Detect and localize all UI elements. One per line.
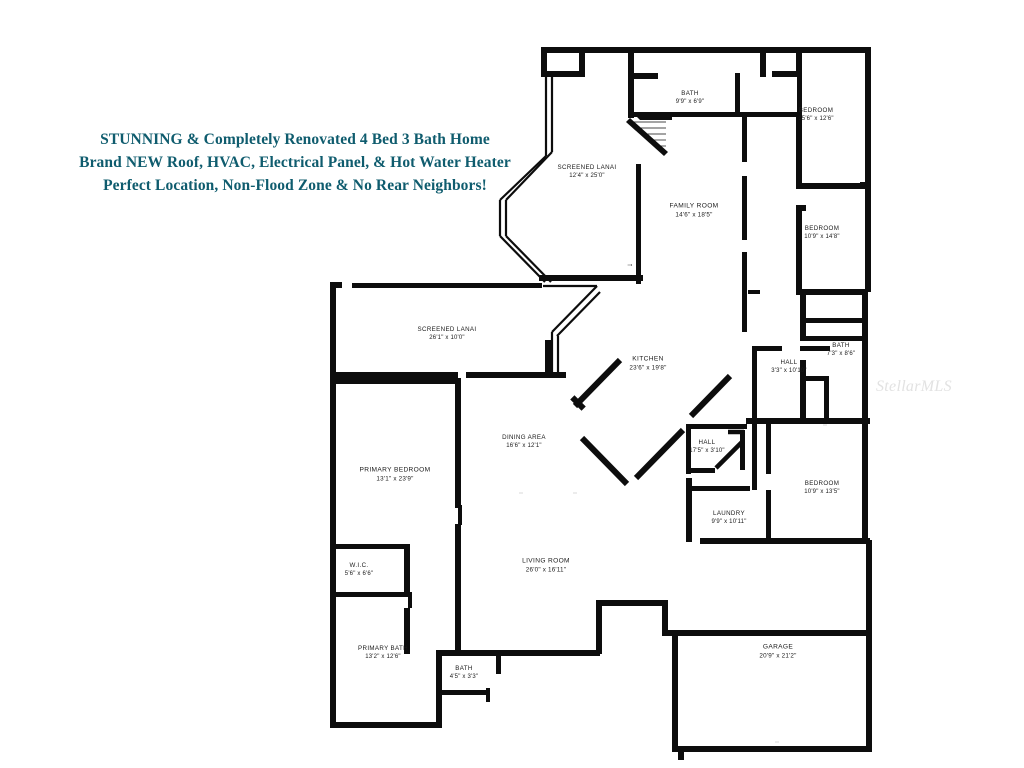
room-name: PRIMARY BEDROOM — [359, 466, 431, 474]
room-dimensions: 15'6" x 12'6" — [798, 115, 834, 122]
room-dimensions: 13'2" x 12'6" — [365, 653, 401, 660]
room-name: BATH — [681, 89, 699, 97]
room-dimensions: 14'6" x 18'5" — [675, 211, 713, 219]
room-name: FAMILY ROOM — [669, 202, 719, 210]
stellarmls-watermark: StellarMLS — [876, 378, 952, 395]
room-name: LIVING ROOM — [522, 557, 570, 565]
room-dimensions: 5'6" x 6'6" — [344, 570, 374, 577]
room-dimensions: 12'4" x 25'0" — [569, 172, 605, 179]
room-dimensions: 4'5" x 3'3" — [449, 673, 479, 680]
room-name: SCREENED LANAI — [417, 325, 477, 333]
room-dimensions: 17'5" x 3'10" — [689, 447, 725, 454]
room-name: LAUNDRY — [713, 509, 745, 517]
room-dimensions: 26'0" x 16'11" — [525, 566, 567, 574]
headline-line-1: STUNNING & Completely Renovated 4 Bed 3 Bath Home — [100, 131, 490, 148]
headline-line-3: Perfect Location, Non-Flood Zone & No Rear Neighbors! — [103, 177, 487, 194]
room-dimensions: 9'9" x 6'9" — [675, 98, 705, 105]
room-name: KITCHEN — [632, 355, 664, 363]
room-name: PRIMARY BATH — [358, 644, 408, 652]
room-dimensions: 10'9" x 13'5" — [804, 488, 840, 495]
room-dimensions: 23'6" x 19'8" — [629, 364, 667, 372]
room-dimensions: 3'3" x 10'10" — [771, 367, 807, 374]
room-name: DINING AREA — [502, 433, 546, 441]
room-name: W.I.C. — [349, 561, 369, 569]
room-name: GARAGE — [762, 643, 794, 651]
room-dimensions: 26'1" x 10'0" — [429, 334, 465, 341]
room-name: HALL — [780, 358, 798, 366]
room-dimensions: 10'9" x 14'8" — [804, 233, 840, 240]
room-name: SCREENED LANAI — [557, 163, 617, 171]
room-name: BEDROOM — [804, 479, 840, 487]
room-name: BATH — [455, 664, 473, 672]
marketing-headline — [60, 128, 530, 197]
room-name: BATH — [832, 341, 850, 349]
room-name: BEDROOM — [798, 106, 834, 114]
room-dimensions: 16'6" x 12'1" — [506, 442, 542, 449]
room-name: HALL — [698, 438, 716, 446]
room-dimensions: 13'1" x 23'9" — [376, 475, 414, 483]
headline-line-2: Brand NEW Roof, HVAC, Electrical Panel, & Hot Water Heater — [79, 154, 511, 171]
room-name: BEDROOM — [804, 224, 840, 232]
room-dimensions: 7'3" x 8'6" — [826, 350, 856, 357]
room-dimensions: 9'9" x 10'11" — [711, 518, 747, 525]
room-dimensions: 20'9" x 21'2" — [759, 652, 797, 660]
